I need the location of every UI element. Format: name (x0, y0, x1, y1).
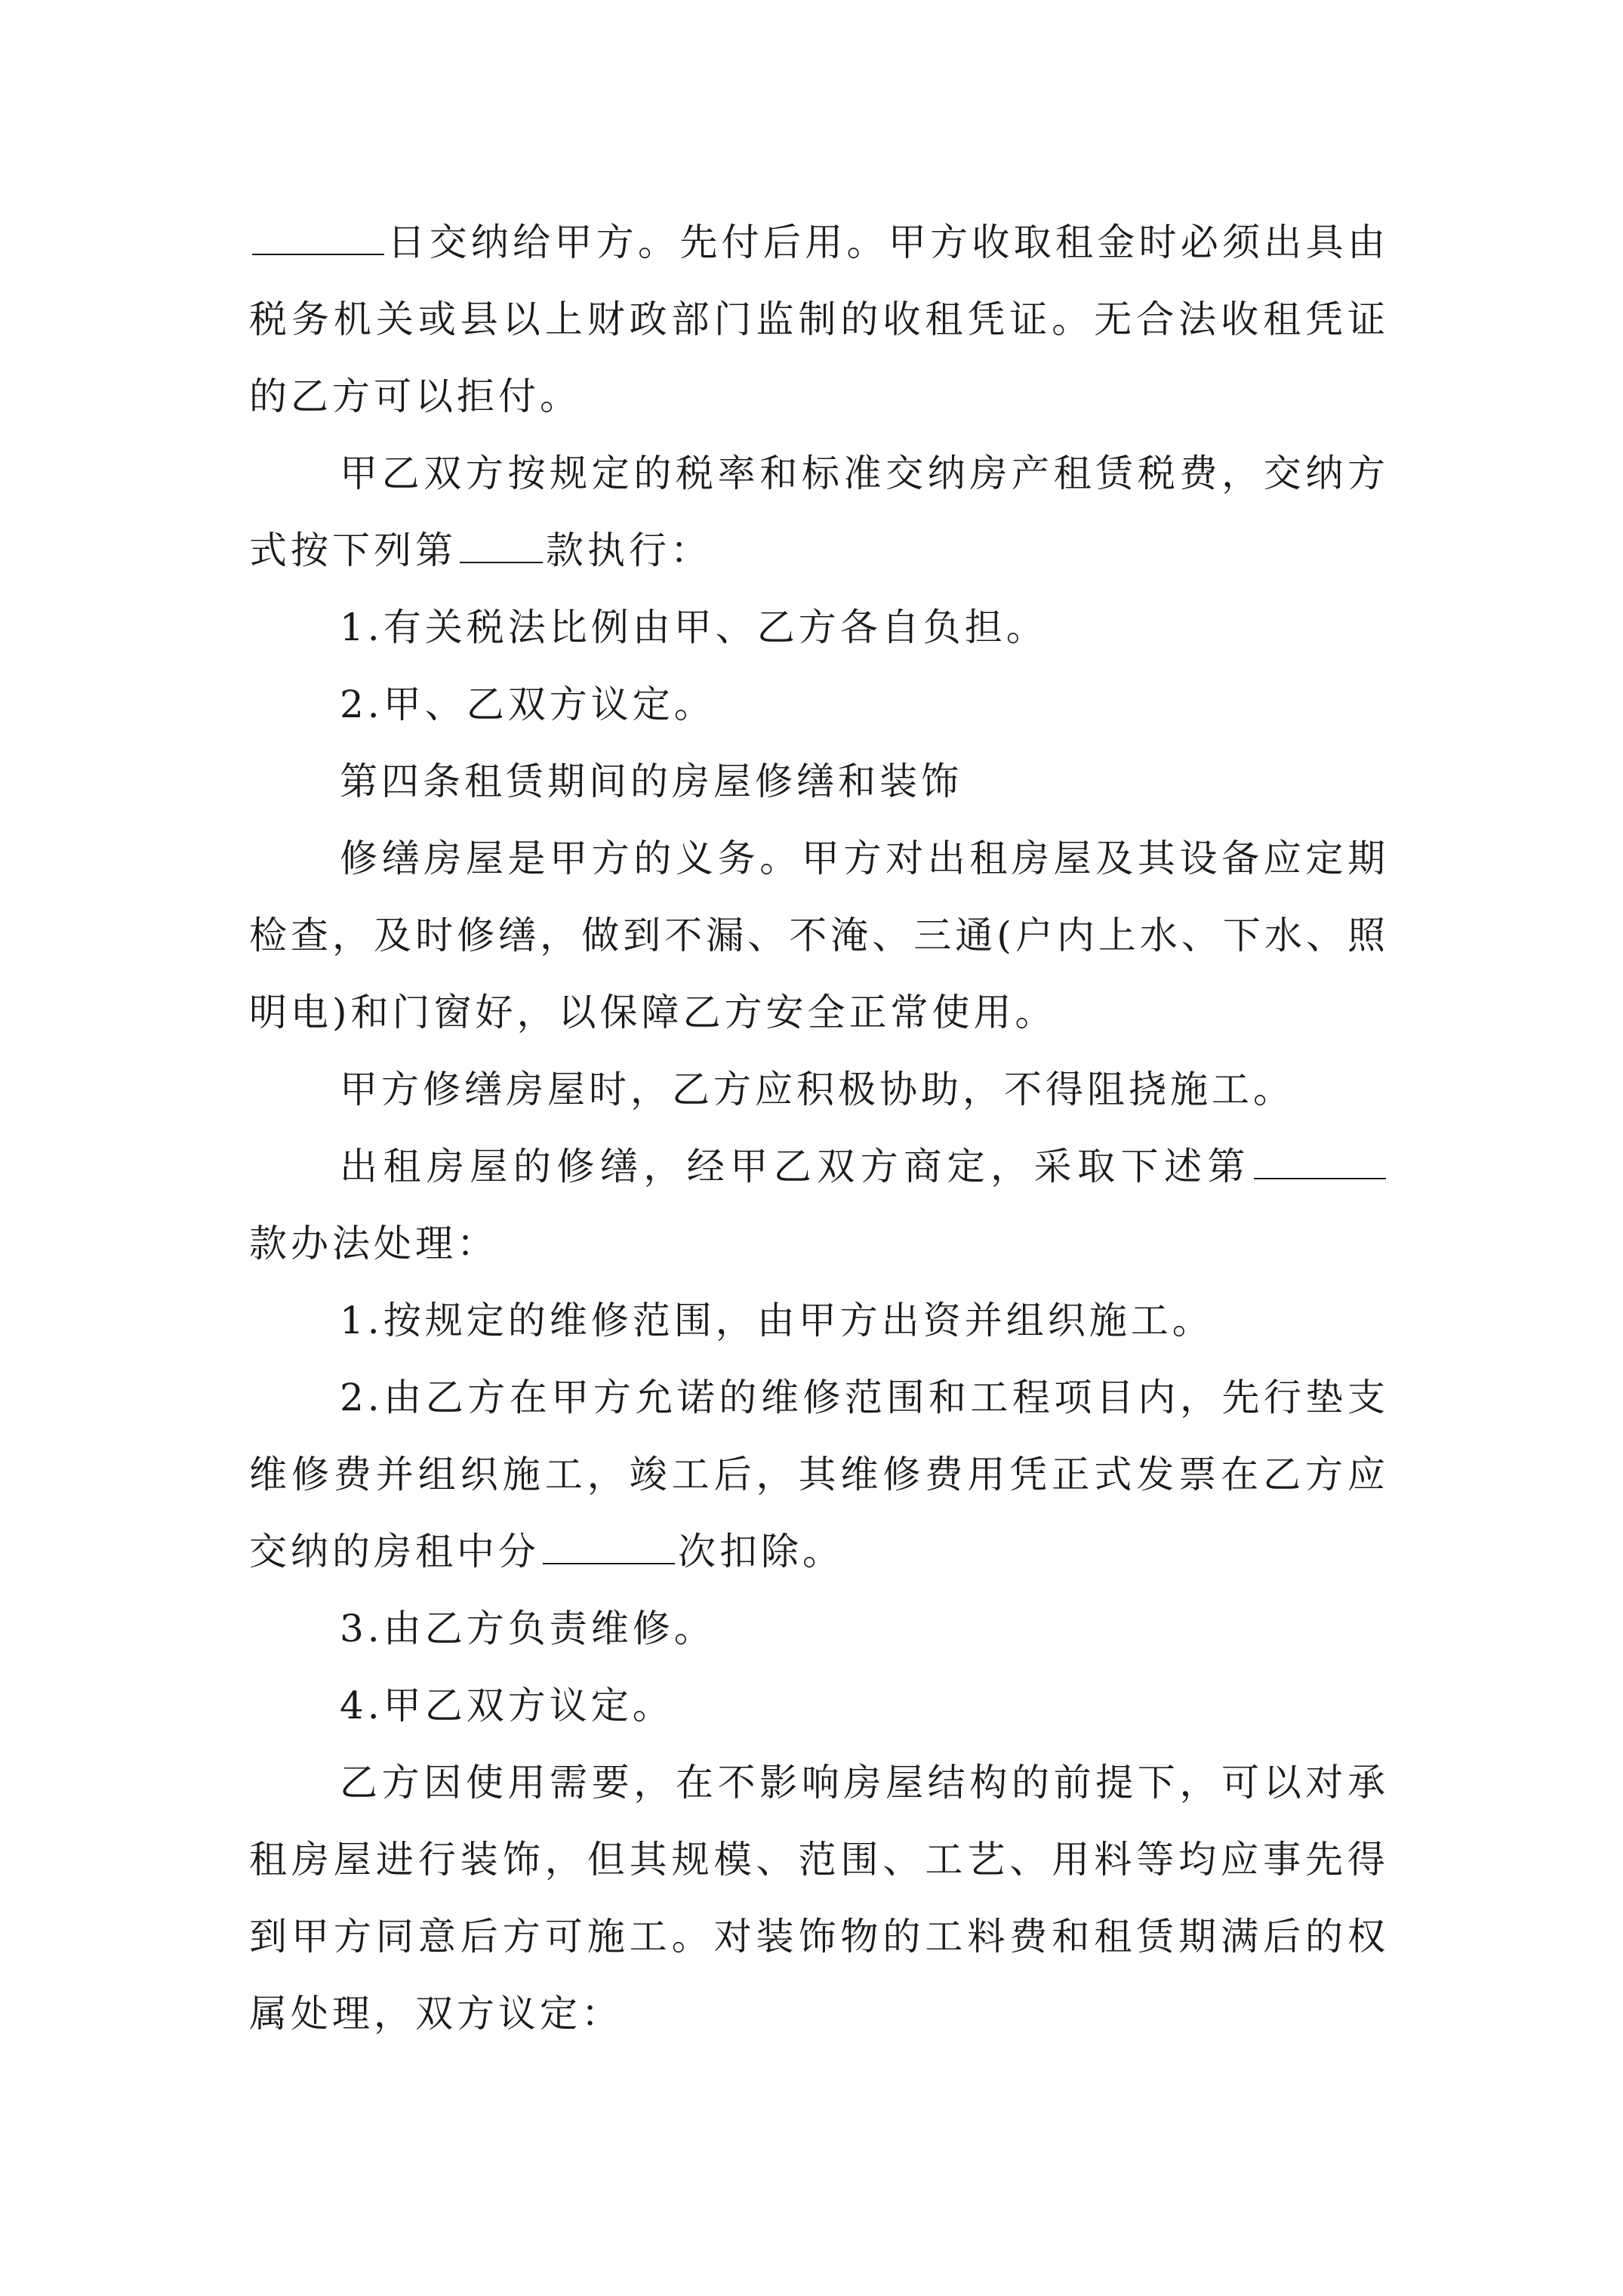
paragraph-p8 (249, 1128, 1389, 1282)
paragraph-text: 2.由乙方在甲方允诺的维修范围和工程项目内，先行垫支维修费并组织施工，竣工后，其维修费用凭正式发票在乙方应交纳的房租中分 (249, 1376, 1389, 1573)
paragraph-text: 第四条租赁期间的房屋修缮和装饰 (340, 760, 962, 803)
fill-in-blank (543, 1530, 675, 1564)
paragraph-p4 (249, 666, 1389, 743)
paragraph-p12 (249, 1667, 1389, 1744)
fill-in-blank (460, 529, 543, 563)
paragraph-text: 款执行： (546, 529, 712, 572)
paragraph-p2 (249, 435, 1389, 589)
paragraph-text: 修缮房屋是甲方的义务。甲方对出租房屋及其设备应定期检查，及时修缮，做到不漏、不淹、三通(户内上水、下水、照明电)和门窗好，以保障乙方安全正常使用。 (249, 837, 1389, 1034)
paragraph-p6 (249, 820, 1389, 1051)
paragraph-text: 1.有关税法比例由甲、乙方各自负担。 (340, 606, 1048, 649)
fill-in-blank (1254, 1145, 1386, 1179)
paragraph-p11 (249, 1590, 1389, 1667)
paragraph-p9 (249, 1282, 1389, 1359)
fill-in-blank (252, 220, 384, 255)
paragraph-p10 (249, 1359, 1389, 1590)
paragraph-text: 出租房屋的修缮，经甲乙双方商定，采取下述第 (340, 1145, 1251, 1188)
paragraph-p13 (249, 1744, 1389, 2052)
paragraph-text: 2.甲、乙双方议定。 (340, 683, 716, 726)
paragraph-text: 日交纳给甲方。先付后用。甲方收取租金时必须出具由税务机关或县以上财政部门监制的收租凭证。无合法收租凭证的乙方可以拒付。 (249, 220, 1389, 418)
paragraph-p7 (249, 1051, 1389, 1128)
paragraph-text: 次扣除。 (678, 1530, 844, 1573)
paragraph-text: 乙方因使用需要，在不影响房屋结构的前提下，可以对承租房屋进行装饰，但其规模、范围、工艺、用料等均应事先得到甲方同意后方可施工。对装饰物的工料费和租赁期满后的权属处理，双方议定： (249, 1761, 1389, 2036)
paragraph-p1 (249, 204, 1389, 435)
paragraph-p5 (249, 743, 1389, 820)
document-body (249, 204, 1389, 2052)
paragraph-text: 甲方修缮房屋时，乙方应积极协助，不得阻挠施工。 (340, 1068, 1295, 1111)
paragraph-text: 1.按规定的维修范围，由甲方出资并组织施工。 (340, 1299, 1214, 1342)
paragraph-text: 4.甲乙双方议定。 (340, 1684, 674, 1727)
paragraph-text: 甲乙双方按规定的税率和标准交纳房产租赁税费，交纳方式按下列第 (249, 451, 1389, 572)
paragraph-p3 (249, 589, 1389, 666)
paragraph-text: 款办法处理： (249, 1222, 498, 1265)
paragraph-text: 3.由乙方负责维修。 (340, 1607, 716, 1650)
